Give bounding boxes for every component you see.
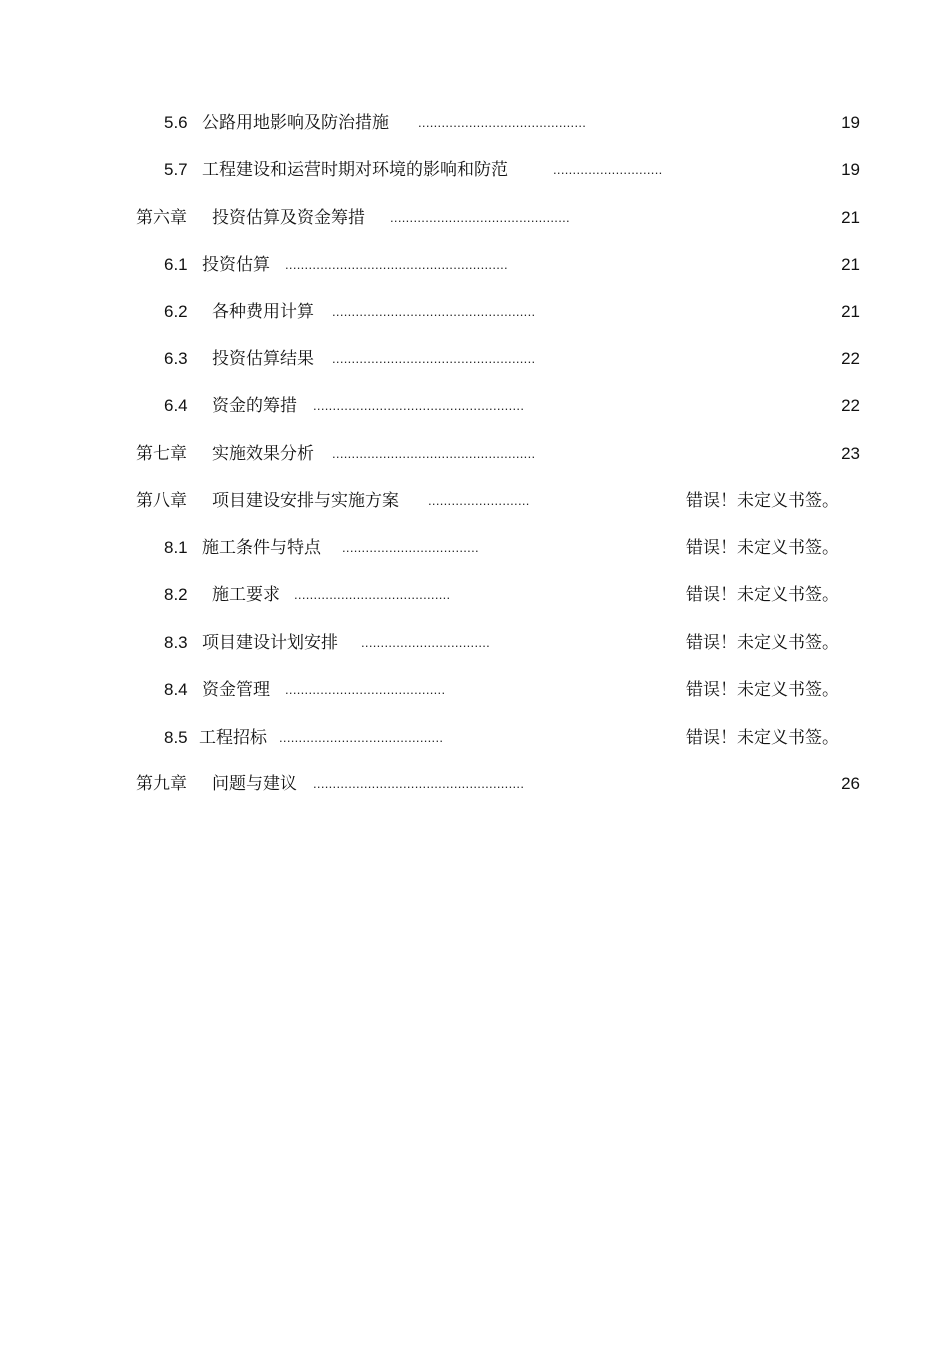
- toc-leader-dots: .................................: [361, 635, 491, 650]
- toc-bookmark-error: 错误！未定义书签。: [686, 585, 839, 605]
- toc-entry-5-7[interactable]: [0, 157, 950, 183]
- toc-entry-title: 工程建设和运营时期对环境的影响和防范: [202, 160, 508, 180]
- toc-entry-chapter-9[interactable]: [0, 771, 950, 797]
- toc-leader-dots: ..........................: [428, 493, 530, 508]
- toc-leader-dots: ...................................: [342, 540, 479, 555]
- toc-page-number: 26: [841, 774, 860, 793]
- toc-leader-dots: ........................................: [294, 587, 451, 602]
- toc-entry-6-4[interactable]: [0, 393, 950, 419]
- toc-entry-6-2[interactable]: [0, 299, 950, 325]
- toc-entry-number: 5.7: [164, 160, 188, 179]
- toc-page-number: 21: [841, 255, 860, 274]
- toc-leader-dots: .........................................: [285, 682, 446, 697]
- toc-leader-dots: ......................................................: [313, 398, 525, 413]
- toc-leader-dots: ....................................................: [332, 446, 536, 461]
- toc-entry-8-3[interactable]: [0, 630, 950, 656]
- toc-bookmark-error: 错误！未定义书签。: [686, 633, 839, 653]
- toc-entry-title: 公路用地影响及防治措施: [202, 113, 389, 133]
- toc-page-number: 21: [841, 302, 860, 321]
- toc-entry-title: 施工条件与特点: [202, 538, 321, 558]
- toc-entry-title: 工程招标: [199, 728, 267, 748]
- toc-bookmark-error: 错误！未定义书签。: [686, 538, 839, 558]
- toc-entry-5-6[interactable]: [0, 110, 950, 136]
- toc-entry-number: 8.3: [164, 633, 188, 652]
- toc-entry-number: 8.2: [164, 585, 188, 604]
- toc-entry-number: 6.3: [164, 349, 188, 368]
- toc-entry-number: 6.4: [164, 396, 188, 415]
- toc-entry-number: 5.6: [164, 113, 188, 132]
- toc-entry-8-1[interactable]: [0, 535, 950, 561]
- toc-chapter-label: 第九章: [136, 774, 187, 794]
- toc-leader-dots: ............................: [553, 162, 663, 177]
- toc-entry-number: 6.1: [164, 255, 188, 274]
- toc-leader-dots: ......................................................: [313, 776, 525, 791]
- toc-entry-chapter-8[interactable]: [0, 488, 950, 514]
- toc-entry-number: 8.5: [164, 728, 188, 747]
- toc-page-number: 23: [841, 444, 860, 463]
- toc-page-number: 21: [841, 208, 860, 227]
- toc-page-number: 19: [841, 113, 860, 132]
- toc-page-number: 22: [841, 349, 860, 368]
- toc-entry-chapter-6[interactable]: [0, 205, 950, 231]
- toc-entry-title: 施工要求: [212, 585, 280, 605]
- toc-entry-title: 项目建设计划安排: [202, 633, 338, 653]
- toc-leader-dots: ...........................................: [418, 115, 587, 130]
- toc-entry-number: 8.1: [164, 538, 188, 557]
- toc-entry-title: 资金的筹措: [212, 396, 297, 416]
- toc-entry-8-2[interactable]: [0, 582, 950, 608]
- toc-entry-8-5[interactable]: [0, 725, 950, 751]
- toc-entry-title: 各种费用计算: [212, 302, 314, 322]
- toc-chapter-label: 第六章: [136, 208, 187, 228]
- toc-chapter-label: 第八章: [136, 491, 187, 511]
- toc-leader-dots: ....................................................: [332, 304, 536, 319]
- toc-entry-chapter-7[interactable]: [0, 441, 950, 467]
- toc-entry-number: 6.2: [164, 302, 188, 321]
- toc-entry-title: 投资估算及资金筹措: [212, 208, 365, 228]
- toc-entry-6-1[interactable]: [0, 252, 950, 278]
- toc-leader-dots: .........................................................: [285, 257, 508, 272]
- toc-entry-8-4[interactable]: [0, 677, 950, 703]
- toc-entry-number: 8.4: [164, 680, 188, 699]
- toc-page-number: 22: [841, 396, 860, 415]
- toc-bookmark-error: 错误！未定义书签。: [686, 680, 839, 700]
- toc-entry-title: 资金管理: [202, 680, 270, 700]
- toc-entry-title: 项目建设安排与实施方案: [212, 491, 399, 511]
- toc-leader-dots: ....................................................: [332, 351, 536, 366]
- toc-entry-title: 投资估算结果: [212, 349, 314, 369]
- toc-bookmark-error: 错误！未定义书签。: [686, 728, 839, 748]
- toc-leader-dots: ..............................................: [390, 210, 570, 225]
- toc-entry-title: 投资估算: [202, 255, 270, 275]
- toc-entry-title: 实施效果分析: [212, 444, 314, 464]
- toc-chapter-label: 第七章: [136, 444, 187, 464]
- toc-entry-title: 问题与建议: [212, 774, 297, 794]
- toc-page-number: 19: [841, 160, 860, 179]
- toc-entry-6-3[interactable]: [0, 346, 950, 372]
- toc-bookmark-error: 错误！未定义书签。: [686, 491, 839, 511]
- toc-leader-dots: ..........................................: [279, 730, 444, 745]
